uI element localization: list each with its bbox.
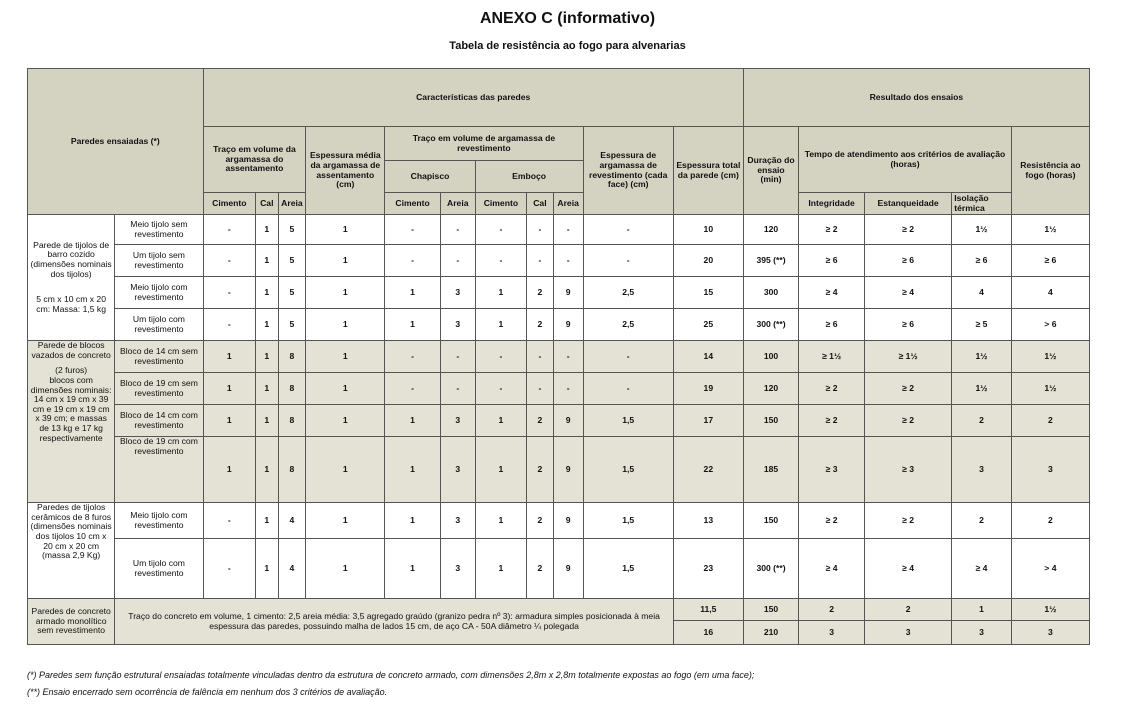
table-cell: 100 bbox=[743, 341, 798, 373]
table-cell: 2 bbox=[527, 539, 554, 599]
table-cell: 2 bbox=[952, 503, 1012, 539]
table-cell: 2 bbox=[527, 405, 554, 437]
row-label: Um tijolo sem revestimento bbox=[115, 245, 203, 277]
row-label: Meio tijolo sem revestimento bbox=[115, 215, 203, 245]
table-cell: 120 bbox=[743, 373, 798, 405]
table-cell: ≥ 2 bbox=[864, 503, 951, 539]
table-cell: 3 bbox=[1011, 437, 1089, 503]
table-cell: 4 bbox=[278, 539, 306, 599]
header-isolacao: Isolação térmica bbox=[952, 193, 1012, 215]
table-cell: ≥ 1½ bbox=[864, 341, 951, 373]
table-cell: > 6 bbox=[1011, 309, 1089, 341]
table-cell: 3 bbox=[440, 405, 475, 437]
table-cell: 1½ bbox=[1011, 599, 1089, 621]
header-cal: Cal bbox=[255, 193, 278, 215]
table-cell: 395 (**) bbox=[743, 245, 798, 277]
table-cell: - bbox=[527, 373, 554, 405]
table-cell: - bbox=[527, 245, 554, 277]
table-cell: 1 bbox=[255, 309, 278, 341]
table-cell: 1 bbox=[306, 373, 385, 405]
table-cell: 1 bbox=[385, 437, 440, 503]
table-cell: - bbox=[553, 341, 583, 373]
table-cell: ≥ 4 bbox=[864, 539, 951, 599]
table-cell: - bbox=[527, 341, 554, 373]
table-cell: 1 bbox=[385, 503, 440, 539]
row-label: Meio tijolo com revestimento bbox=[115, 277, 203, 309]
table-cell: 1 bbox=[255, 503, 278, 539]
table-cell: ≥ 6 bbox=[799, 245, 865, 277]
table-cell: 2 bbox=[527, 503, 554, 539]
header-cimento: Cimento bbox=[385, 193, 440, 215]
table-cell: 1 bbox=[306, 341, 385, 373]
table-cell: - bbox=[553, 215, 583, 245]
table-cell: - bbox=[475, 245, 526, 277]
table-row bbox=[28, 539, 1090, 599]
table-cell: 3 bbox=[440, 277, 475, 309]
header-espessura-total: Espessura total da parede (cm) bbox=[673, 127, 743, 215]
table-cell: - bbox=[385, 373, 440, 405]
header-emboco: Emboço bbox=[475, 161, 583, 193]
header-traco-assentamento: Traço em volume da argamassa do assentamento bbox=[203, 127, 306, 193]
table-cell: 1 bbox=[203, 405, 255, 437]
table-cell: ≥ 4 bbox=[864, 277, 951, 309]
fire-resistance-table bbox=[27, 68, 1090, 645]
table-cell: ≥ 2 bbox=[799, 373, 865, 405]
group-dimensions: 14 cm x 19 cm x 39 cm e 19 cm x 19 cm x 39 cm; e massas de 13 kg e 17 kg respectivamente bbox=[32, 394, 110, 443]
table-cell: 185 bbox=[743, 437, 798, 503]
table-row bbox=[28, 437, 1090, 503]
table-cell: 3 bbox=[799, 621, 865, 645]
concrete-description: Traço do concreto em volume, 1 cimento: 2,5 areia média: 3,5 agregado graúdo (granizo pedra nº 3): armadura simples posicionada à meia espessura das paredes, possuindo malha de lados 15 cm, de aço CA - 50A diâmetro ¼ polegada bbox=[115, 599, 674, 645]
table-cell: - bbox=[440, 373, 475, 405]
table-cell: 3 bbox=[952, 621, 1012, 645]
table-cell: 1 bbox=[203, 437, 255, 503]
table-cell: ≥ 6 bbox=[952, 245, 1012, 277]
table-cell: 2 bbox=[527, 437, 554, 503]
table-cell: - bbox=[440, 341, 475, 373]
header-cimento: Cimento bbox=[475, 193, 526, 215]
header-espessura-media: Espessura média da argamassa de assentamento (cm) bbox=[306, 127, 385, 215]
table-cell: ≥ 2 bbox=[799, 405, 865, 437]
table-cell: - bbox=[385, 245, 440, 277]
table-cell: 3 bbox=[440, 539, 475, 599]
table-cell: 1 bbox=[203, 373, 255, 405]
table-cell: ≥ 4 bbox=[799, 277, 865, 309]
table-cell: - bbox=[203, 245, 255, 277]
table-cell: - bbox=[527, 215, 554, 245]
table-cell: 23 bbox=[673, 539, 743, 599]
header-cal: Cal bbox=[527, 193, 554, 215]
row-label: Um tijolo com revestimento bbox=[115, 309, 203, 341]
table-cell: ≥ 4 bbox=[799, 539, 865, 599]
table-cell: ≥ 5 bbox=[952, 309, 1012, 341]
table-cell: - bbox=[553, 245, 583, 277]
table-cell: - bbox=[475, 215, 526, 245]
table-cell: ≥ 1½ bbox=[799, 341, 865, 373]
header-cimento: Cimento bbox=[203, 193, 255, 215]
table-cell: ≥ 2 bbox=[799, 215, 865, 245]
table-cell: - bbox=[385, 341, 440, 373]
row-label: Bloco de 14 cm com revestimento bbox=[115, 405, 203, 437]
table-cell: 4 bbox=[1011, 277, 1089, 309]
table-cell: 1 bbox=[255, 437, 278, 503]
table-cell: 1 bbox=[255, 245, 278, 277]
table-cell: 1 bbox=[475, 405, 526, 437]
table-cell: - bbox=[440, 215, 475, 245]
group-label: Parede de tijolos de barro cozido (dimensões nominais dos tijolos) bbox=[30, 239, 112, 279]
table-cell: 4 bbox=[952, 277, 1012, 309]
table-cell: - bbox=[583, 215, 673, 245]
header-areia: Areia bbox=[440, 193, 475, 215]
table-cell: 3 bbox=[864, 621, 951, 645]
table-cell: - bbox=[553, 373, 583, 405]
table-cell: 3 bbox=[440, 309, 475, 341]
table-cell: 1 bbox=[475, 539, 526, 599]
table-cell: 1 bbox=[952, 599, 1012, 621]
table-cell: - bbox=[583, 373, 673, 405]
table-row bbox=[28, 405, 1090, 437]
table-cell: ≥ 2 bbox=[864, 405, 951, 437]
group-concreto-armado: Paredes de concreto armado monolítico sem revestimento bbox=[28, 599, 115, 645]
table-cell: - bbox=[583, 245, 673, 277]
table-row bbox=[28, 341, 1090, 373]
header-caracteristicas: Características das paredes bbox=[203, 69, 743, 127]
table-cell: 1 bbox=[306, 309, 385, 341]
table-cell: 2 bbox=[952, 405, 1012, 437]
table-cell: 10 bbox=[673, 215, 743, 245]
table-row bbox=[28, 599, 1090, 621]
header-traco-revestimento: Traço em volume de argamassa de revestimento bbox=[385, 127, 583, 161]
table-cell: 1 bbox=[475, 309, 526, 341]
table-cell: 300 (**) bbox=[743, 539, 798, 599]
table-cell: 19 bbox=[673, 373, 743, 405]
table-cell: 1 bbox=[385, 539, 440, 599]
table-cell: 300 bbox=[743, 277, 798, 309]
table-cell: ≥ 3 bbox=[864, 437, 951, 503]
table-cell: - bbox=[475, 341, 526, 373]
table-cell: > 4 bbox=[1011, 539, 1089, 599]
table-cell: 300 (**) bbox=[743, 309, 798, 341]
table-cell: - bbox=[203, 215, 255, 245]
table-cell: 1 bbox=[306, 277, 385, 309]
header-estanqueidade: Estanqueidade bbox=[864, 193, 951, 215]
table-subtitle: Tabela de resistência ao fogo para alvenarias bbox=[449, 40, 686, 52]
table-cell: 3 bbox=[440, 503, 475, 539]
header-chapisco: Chapisco bbox=[385, 161, 475, 193]
table-cell: 2,5 bbox=[583, 309, 673, 341]
header-areia: Areia bbox=[278, 193, 306, 215]
table-cell: 1 bbox=[255, 215, 278, 245]
table-cell: 11,5 bbox=[673, 599, 743, 621]
table-cell: 1½ bbox=[952, 373, 1012, 405]
table-cell: 1½ bbox=[952, 341, 1012, 373]
footnote-ensaio: (**) Ensaio encerrado sem ocorrência de falência em nenhum dos 3 critérios de avaliação. bbox=[27, 687, 388, 697]
table-cell: 1½ bbox=[1011, 373, 1089, 405]
table-cell: 8 bbox=[278, 437, 306, 503]
table-cell: 3 bbox=[1011, 621, 1089, 645]
table-cell: 1 bbox=[306, 215, 385, 245]
table-cell: 1 bbox=[255, 341, 278, 373]
table-cell: 1,5 bbox=[583, 405, 673, 437]
table-cell: 1½ bbox=[1011, 341, 1089, 373]
table-cell: 8 bbox=[278, 341, 306, 373]
table-cell: 16 bbox=[673, 621, 743, 645]
group-tijolos-barro bbox=[28, 215, 115, 341]
table-cell: ≥ 6 bbox=[1011, 245, 1089, 277]
header-tempo-atendimento: Tempo de atendimento aos critérios de avaliação (horas) bbox=[799, 127, 1012, 193]
table-cell: 2 bbox=[1011, 405, 1089, 437]
table-cell: 17 bbox=[673, 405, 743, 437]
table-cell: 20 bbox=[673, 245, 743, 277]
row-label: Bloco de 19 cm sem revestimento bbox=[115, 373, 203, 405]
table-cell: ≥ 6 bbox=[799, 309, 865, 341]
table-cell: - bbox=[583, 341, 673, 373]
header-resultado: Resultado dos ensaios bbox=[743, 69, 1089, 127]
table-row bbox=[28, 245, 1090, 277]
table-cell: 2 bbox=[1011, 503, 1089, 539]
table-row bbox=[28, 277, 1090, 309]
table-cell: 1 bbox=[306, 405, 385, 437]
row-label: Bloco de 19 cm com revestimento bbox=[115, 437, 203, 503]
table-row bbox=[28, 503, 1090, 539]
table-cell: ≥ 6 bbox=[864, 245, 951, 277]
row-label: Meio tijolo com revestimento bbox=[115, 503, 203, 539]
table-cell: 1½ bbox=[1011, 215, 1089, 245]
table-cell: 3 bbox=[440, 437, 475, 503]
table-cell: 120 bbox=[743, 215, 798, 245]
table-cell: 5 bbox=[278, 309, 306, 341]
table-cell: ≥ 6 bbox=[864, 309, 951, 341]
table-cell: 1 bbox=[306, 539, 385, 599]
table-cell: 5 bbox=[278, 277, 306, 309]
table-row bbox=[28, 215, 1090, 245]
table-cell: 1 bbox=[306, 437, 385, 503]
table-cell: ≥ 4 bbox=[952, 539, 1012, 599]
table-cell: 1 bbox=[385, 405, 440, 437]
header-paredes: Paredes ensaiadas (*) bbox=[28, 69, 204, 215]
table-cell: 1 bbox=[255, 405, 278, 437]
table-cell: - bbox=[203, 277, 255, 309]
table-cell: 1,5 bbox=[583, 503, 673, 539]
header-duracao: Duração do ensaio (min) bbox=[743, 127, 798, 215]
table-cell: 13 bbox=[673, 503, 743, 539]
table-cell: 2 bbox=[527, 277, 554, 309]
table-cell: 150 bbox=[743, 405, 798, 437]
table-cell: 9 bbox=[553, 405, 583, 437]
table-cell: 1 bbox=[203, 341, 255, 373]
table-cell: 1 bbox=[255, 277, 278, 309]
table-cell: ≥ 2 bbox=[864, 373, 951, 405]
table-cell: 150 bbox=[743, 503, 798, 539]
group-label: Parede de blocos vazados de concreto bbox=[31, 340, 111, 360]
table-cell: 1 bbox=[385, 309, 440, 341]
table-cell: 9 bbox=[553, 437, 583, 503]
table-cell: 1 bbox=[306, 245, 385, 277]
table-cell: 14 bbox=[673, 341, 743, 373]
row-label: Um tijolo com revestimento bbox=[115, 539, 203, 599]
table-cell: 1 bbox=[385, 277, 440, 309]
table-cell: 8 bbox=[278, 373, 306, 405]
table-cell: ≥ 2 bbox=[799, 503, 865, 539]
table-cell: - bbox=[203, 503, 255, 539]
table-cell: 8 bbox=[278, 405, 306, 437]
annex-title: ANEXO C (informativo) bbox=[479, 10, 656, 27]
table-cell: 1,5 bbox=[583, 539, 673, 599]
table-cell: - bbox=[203, 539, 255, 599]
group-dimensions: 5 cm x 10 cm x 20 cm: Massa: 1,5 kg bbox=[36, 294, 106, 314]
group-label: (2 furos) bbox=[55, 365, 88, 376]
table-cell: 9 bbox=[553, 277, 583, 309]
header-espessura-revestimento: Espessura de argamassa de revestimento (cada face) (cm) bbox=[583, 127, 673, 215]
table-cell: 1½ bbox=[952, 215, 1012, 245]
table-cell: 1 bbox=[255, 373, 278, 405]
table-cell: 1,5 bbox=[583, 437, 673, 503]
table-cell: 2 bbox=[527, 309, 554, 341]
table-cell: 1 bbox=[475, 503, 526, 539]
table-row bbox=[28, 373, 1090, 405]
header-integridade: Integridade bbox=[799, 193, 865, 215]
table-cell: 22 bbox=[673, 437, 743, 503]
table-cell: 4 bbox=[278, 503, 306, 539]
table-cell: 5 bbox=[278, 215, 306, 245]
row-label: Bloco de 14 cm sem revestimento bbox=[115, 341, 203, 373]
table-cell: 210 bbox=[743, 621, 798, 645]
table-cell: 2,5 bbox=[583, 277, 673, 309]
table-cell: ≥ 3 bbox=[799, 437, 865, 503]
table-cell: - bbox=[203, 309, 255, 341]
table-cell: 9 bbox=[553, 309, 583, 341]
table-cell: 1 bbox=[306, 503, 385, 539]
table-cell: ≥ 2 bbox=[864, 215, 951, 245]
table-cell: 1 bbox=[475, 437, 526, 503]
table-cell: 1 bbox=[255, 539, 278, 599]
group-tijolos-ceramicos: Paredes de tijolos cerâmicos de 8 furos (dimensões nominais dos tijolos 10 cm x 20 cm x 20 cm (massa 2,9 Kg) bbox=[28, 503, 115, 599]
group-blocos-concreto bbox=[28, 341, 115, 503]
header-areia: Areia bbox=[553, 193, 583, 215]
table-cell: - bbox=[475, 373, 526, 405]
table-cell: 25 bbox=[673, 309, 743, 341]
group-label: blocos com dimensões nominais: bbox=[30, 374, 112, 395]
table-cell: 15 bbox=[673, 277, 743, 309]
table-cell: 1 bbox=[475, 277, 526, 309]
table-cell: - bbox=[385, 215, 440, 245]
table-cell: 9 bbox=[553, 539, 583, 599]
table-cell: - bbox=[440, 245, 475, 277]
table-cell: 9 bbox=[553, 503, 583, 539]
table-row bbox=[28, 309, 1090, 341]
table-cell: 3 bbox=[952, 437, 1012, 503]
table-cell: 5 bbox=[278, 245, 306, 277]
table-cell: 150 bbox=[743, 599, 798, 621]
table-cell: 2 bbox=[799, 599, 865, 621]
table-cell: 2 bbox=[864, 599, 951, 621]
header-resistencia: Resistência ao fogo (horas) bbox=[1011, 127, 1089, 215]
footnote-paredes: (*) Paredes sem função estrutural ensaiadas totalmente vinculadas dentro da estrutura de concreto armado, com dimensões 2,8m x 2,8m totalmente expostas ao fogo (em uma face); bbox=[27, 670, 755, 680]
